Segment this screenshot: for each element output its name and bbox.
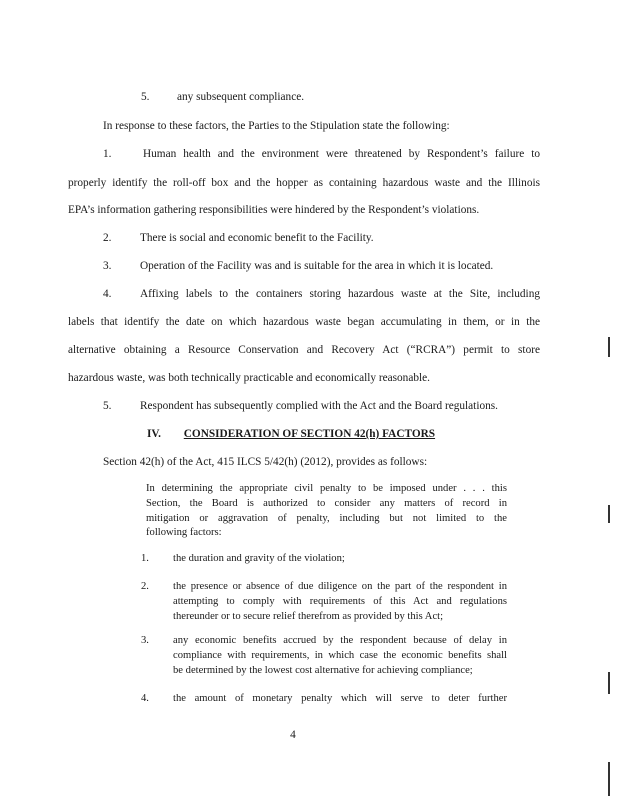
- response-line: Respondent has subsequently complied with the Act and the Board regulations.: [140, 400, 498, 412]
- response-number: 4.: [103, 288, 112, 300]
- factor-line: be determined by the lowest cost alternative for achieving compliance;: [173, 665, 473, 676]
- response-line: alternative obtaining a Resource Conservation and Recovery Act (“RCRA”) permit to store: [68, 344, 540, 356]
- margin-mark: [608, 672, 610, 694]
- margin-mark: [608, 337, 610, 357]
- response-line: There is social and economic benefit to the Facility.: [140, 232, 374, 244]
- factor-line: any economic benefits accrued by the respondent because of delay in: [173, 635, 507, 646]
- quote-line: In determining the appropriate civil penalty to be imposed under . . . this: [146, 483, 507, 494]
- factor-line: the duration and gravity of the violation;: [173, 553, 345, 564]
- quote-line: Section, the Board is authorized to consider any matters of record in: [146, 498, 507, 509]
- response-intro: In response to these factors, the Parties to the Stipulation state the following:: [103, 120, 450, 132]
- list-item-text: any subsequent compliance.: [177, 91, 305, 103]
- list-item-number: 5.: [141, 91, 150, 103]
- factor-line: the presence or absence of due diligence on the part of the respondent in: [173, 581, 507, 592]
- factor-line: thereunder or to secure relief therefrom as provided by this Act;: [173, 611, 444, 622]
- response-number: 5.: [103, 400, 112, 412]
- section-numeral: IV.: [147, 428, 161, 440]
- factor-line: the amount of monetary penalty which will serve to deter further: [173, 693, 507, 704]
- margin-mark: [608, 762, 610, 796]
- response-number: 1.: [103, 148, 112, 160]
- response-line: EPA’s information gathering responsibilities were hindered by the Respondent’s violations.: [68, 204, 480, 216]
- margin-mark: [608, 505, 610, 523]
- response-line: labels that identify the date on which hazardous waste began accumulating in them, or in the: [68, 316, 540, 328]
- response-line: Human health and the environment were threatened by Respondent’s failure to: [143, 148, 540, 160]
- quote-line: following factors:: [146, 527, 222, 538]
- page-number: 4: [290, 729, 296, 741]
- factor-line: attempting to comply with requirements of this Act and regulations: [173, 596, 507, 607]
- factor-number: 4.: [141, 693, 149, 704]
- response-line: properly identify the roll-off box and the hopper as containing hazardous waste and the Illinois: [68, 177, 540, 189]
- section-intro: Section 42(h) of the Act, 415 ILCS 5/42(h) (2012), provides as follows:: [103, 456, 428, 468]
- factor-number: 2.: [141, 581, 149, 592]
- response-line: hazardous waste, was both technically practicable and economically reasonable.: [68, 372, 430, 384]
- response-line: Operation of the Facility was and is suitable for the area in which it is located.: [140, 260, 494, 272]
- response-number: 3.: [103, 260, 112, 272]
- response-line: Affixing labels to the containers storing hazardous waste at the Site, including: [140, 288, 540, 300]
- factor-number: 3.: [141, 635, 149, 646]
- factor-number: 1.: [141, 553, 149, 564]
- response-number: 2.: [103, 232, 112, 244]
- quote-line: mitigation or aggravation of penalty, including but not limited to the: [146, 513, 507, 524]
- section-title: CONSIDERATION OF SECTION 42(h) FACTORS: [183, 428, 436, 440]
- factor-line: compliance with requirements, in which case the economic benefits shall: [173, 650, 507, 661]
- section-heading: [147, 427, 435, 441]
